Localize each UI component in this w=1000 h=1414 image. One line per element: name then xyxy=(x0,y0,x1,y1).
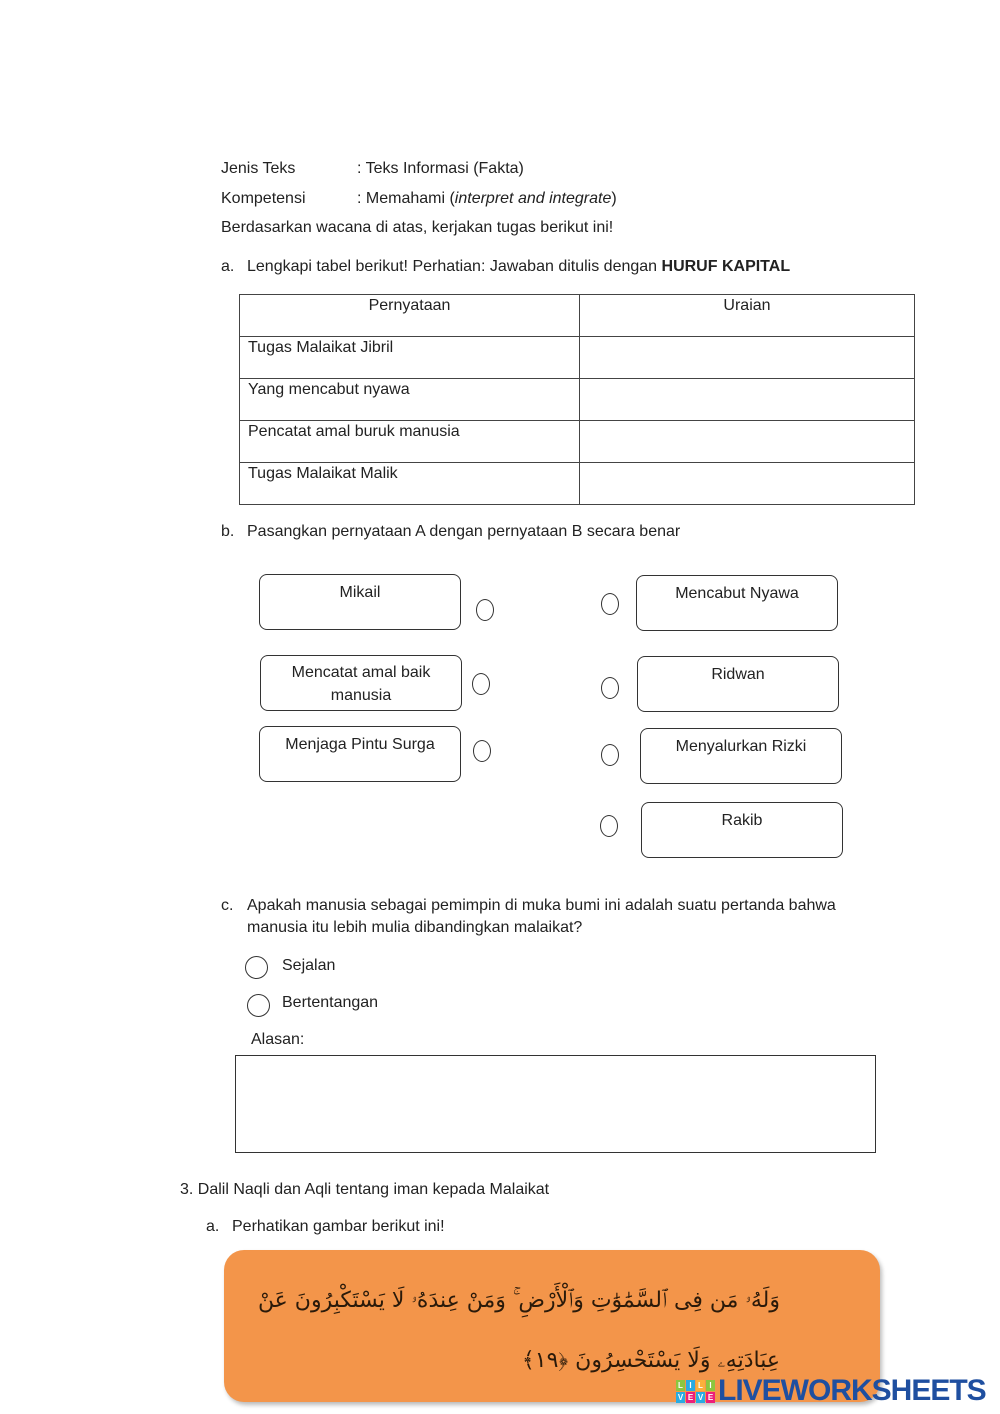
match-right-item: Ridwan xyxy=(637,656,839,712)
header-pernyataan: Pernyataan xyxy=(240,295,580,337)
arabic-line-2: عِبَادَتِهِۦ وَلَا يَسْتَحْسِرُونَ ﴿١٩﴾ xyxy=(521,1348,780,1373)
kompetensi-value: : Memahami (interpret and integrate) xyxy=(357,190,617,207)
statement-cell: Tugas Malaikat Jibril xyxy=(240,337,580,379)
table-row xyxy=(240,421,915,463)
match-left-item: Mikail xyxy=(259,574,461,630)
instruction: Berdasarkan wacana di atas, kerjakan tugas berikut ini! xyxy=(221,219,614,236)
logo-cube-icon: L I L I V E V E xyxy=(677,1380,714,1402)
match-left-dot[interactable] xyxy=(472,673,490,695)
match-left-dot[interactable] xyxy=(473,740,491,762)
match-left-dot[interactable] xyxy=(476,599,494,621)
statement-cell: Pencatat amal buruk manusia xyxy=(240,421,580,463)
jenis-label: Jenis Teks xyxy=(221,160,296,177)
answer-input[interactable] xyxy=(580,379,915,421)
radio-sejalan[interactable] xyxy=(245,956,268,979)
answer-input[interactable] xyxy=(580,337,915,379)
table-row xyxy=(240,463,915,505)
section-3a-prefix: a. xyxy=(206,1218,220,1235)
match-right-dot[interactable] xyxy=(601,593,619,615)
part-c-question-2: manusia itu lebih mulia dibandingkan malaikat? xyxy=(247,919,583,936)
section-3-title: 3. Dalil Naqli dan Aqli tentang iman kepada Malaikat xyxy=(180,1181,550,1198)
match-right-item: Rakib xyxy=(641,802,843,858)
match-right-dot[interactable] xyxy=(600,815,618,837)
match-right-item: Mencabut Nyawa xyxy=(636,575,838,631)
section-3a-text: Perhatikan gambar berikut ini! xyxy=(232,1218,445,1235)
part-c-prefix: c. xyxy=(221,897,234,914)
part-a-prefix: a. xyxy=(221,258,235,275)
answer-input[interactable] xyxy=(580,421,915,463)
reason-label: Alasan: xyxy=(251,1031,305,1048)
liveworksheets-logo xyxy=(676,1376,986,1406)
match-left-item: Mencatat amal baik manusia xyxy=(260,655,462,711)
reason-input[interactable] xyxy=(235,1055,876,1153)
table-row xyxy=(240,379,915,421)
answer-input[interactable] xyxy=(580,463,915,505)
table-row xyxy=(240,337,915,379)
part-c-question-1: Apakah manusia sebagai pemimpin di muka bumi ini adalah suatu pertanda bahwa xyxy=(247,897,836,914)
option-sejalan-label: Sejalan xyxy=(282,957,336,974)
match-right-dot[interactable] xyxy=(601,744,619,766)
part-a-instruction: Lengkapi tabel berikut! Perhatian: Jawaban ditulis dengan HURUF KAPITAL xyxy=(247,258,791,275)
statement-cell: Tugas Malaikat Malik xyxy=(240,463,580,505)
match-left-item: Menjaga Pintu Surga xyxy=(259,726,461,782)
kompetensi-label: Kompetensi xyxy=(221,190,306,207)
header-uraian: Uraian xyxy=(580,295,915,337)
match-right-dot[interactable] xyxy=(601,677,619,699)
option-bertentangan-label: Bertentangan xyxy=(282,994,379,1011)
jenis-value: : Teks Informasi (Fakta) xyxy=(357,160,524,177)
answer-table xyxy=(239,294,915,505)
radio-bertentangan[interactable] xyxy=(247,994,270,1017)
part-b-prefix: b. xyxy=(221,523,235,540)
statement-cell: Yang mencabut nyawa xyxy=(240,379,580,421)
part-b-instruction: Pasangkan pernyataan A dengan pernyataan B secara benar xyxy=(247,523,681,540)
logo-text: LIVEWORKSHEETS xyxy=(718,1374,986,1407)
arabic-line-1: وَلَهُۥ مَن فِى ٱلسَّمَٰوَٰتِ وَٱلْأَرْضِ ۚ وَمَنْ عِندَهُۥ لَا يَسْتَكْبِرُونَ عَنْ xyxy=(257,1288,780,1313)
match-right-item: Menyalurkan Rizki xyxy=(640,728,842,784)
